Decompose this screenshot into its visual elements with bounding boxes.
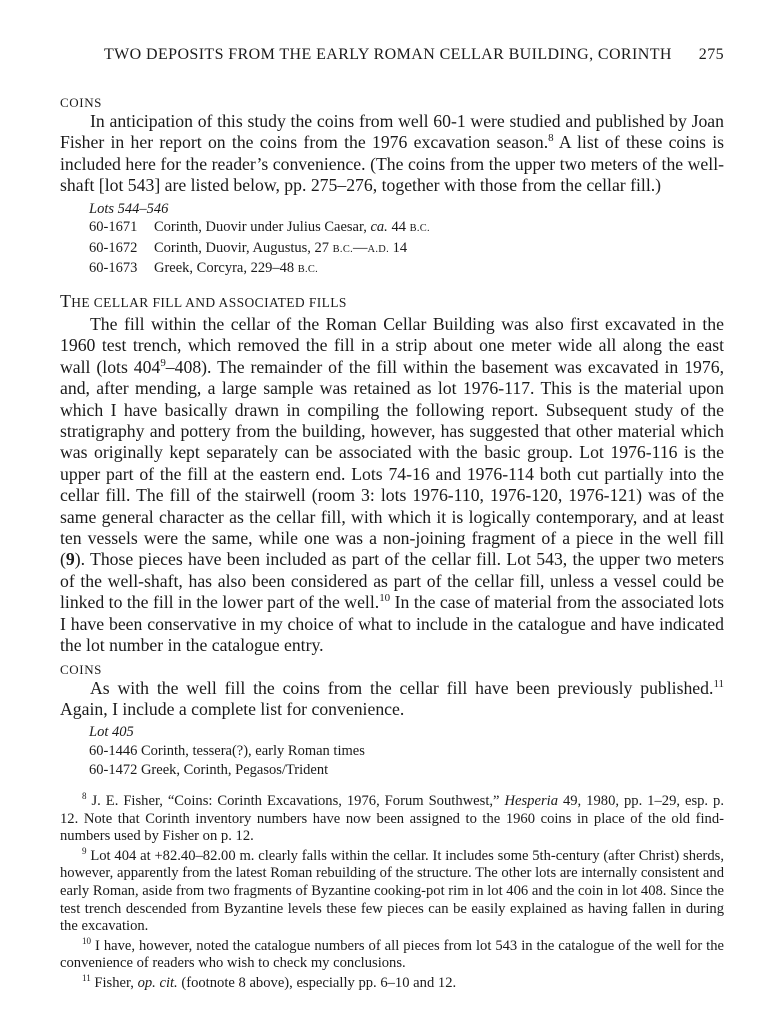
coin-era: A.D. — [367, 243, 390, 255]
footnote-ref-11[interactable]: 11 — [713, 677, 724, 690]
lot-title: Lot 405 — [89, 724, 134, 741]
text-run: A list of these coins is included here for the reader’s convenience. (The coins from the upper two meters of the well-shaft [lot 543] are listed below, pp. 275–276, together with those from the cellar fill.) — [60, 132, 725, 196]
coin-entry: 60-1472 Greek, Corinth, Pegasos/Trident — [89, 761, 329, 778]
coin-era: B.C. — [409, 223, 430, 235]
footnote-9 — [60, 848, 724, 936]
journal-title: Hesperia — [504, 793, 558, 810]
coin-list-well — [89, 200, 724, 280]
text-run: Fisher, — [90, 975, 138, 992]
text-run: In the case of material from the associated lots I have been conservative in my choice of what to include in the catalogue and have indicated the lot number in the catalogue entry. — [60, 592, 724, 656]
footnote-ref-8[interactable]: 8 — [548, 132, 554, 145]
text-run: As with the well fill the coins from the cellar fill have been previously published. — [90, 677, 714, 698]
coin-entry — [89, 218, 724, 239]
text-run: Lot 404 at +82.40–82.00 m. clearly falls within the cellar. It includes some 5th-century (after Christ) sherds, however, apparently from the latest Roman rebuilding of the structure. The other lots are internally consistent and early Roman, aside from two fragments of Byzantine cooking-pot rim in lot 406 and the coin in lot 408. Since the test trench descended from Byzantine levels these few pieces can be easily explained as having fallen in during the excavation. — [60, 847, 724, 935]
coin-date: 44 — [387, 219, 410, 236]
coin-entry: 60-1446 Corinth, tessera(?), early Roman times — [89, 742, 365, 759]
section-heading-cellar-fill — [60, 290, 724, 314]
footnote-ref-9[interactable]: 9 — [160, 356, 166, 369]
text-run: The fill within the cellar of the Roman Cellar Building was also first excavated in the 1960 test trench, which removed the fill in a strip about one meter wide all along the east wall (lots 404 — [60, 314, 724, 377]
catalogue-ref: 9 — [65, 549, 75, 570]
footnote-ref-10[interactable]: 10 — [379, 592, 391, 605]
paragraph-cellar-coins — [60, 678, 724, 721]
paragraph-cellar-fill — [60, 314, 724, 657]
coin-era: B.C. — [297, 264, 319, 276]
coin-entry — [89, 259, 724, 280]
footnote-11 — [60, 975, 724, 993]
coin-desc: Corinth, Duovir under Julius Caesar, — [154, 219, 371, 236]
coin-list-cellar — [89, 723, 724, 779]
coin-entry — [89, 239, 724, 260]
text-run: I have, however, noted the catalogue numbers of all pieces from lot 543 in the catalogue of the well for the convenience of readers who wish to check my conclusions. — [60, 937, 724, 972]
coin-desc: Corinth, Duovir, Augustus, 27 — [154, 239, 333, 256]
lots-title: Lots 544–546 — [89, 200, 169, 217]
footnote-10 — [60, 935, 724, 973]
coin-number: 60-1672 — [89, 239, 138, 256]
running-header — [104, 46, 724, 64]
coin-dash: — — [353, 239, 368, 256]
main-content — [60, 94, 724, 995]
footnote-8 — [60, 793, 724, 846]
coin-date: 14 — [389, 239, 408, 256]
coins-label-well: COINS — [60, 95, 103, 110]
paragraph-well-coins — [60, 111, 724, 197]
footnote-number: 10 — [82, 935, 92, 946]
coins-label-cellar: COINS — [60, 661, 103, 677]
footnote-number: 8 — [82, 791, 87, 802]
running-title: TWO DEPOSITS FROM THE EARLY ROMAN CELLAR BUILDING, CORINTH — [104, 46, 672, 63]
text-run: (footnote 8 above), especially pp. 6–10 and 12. — [177, 975, 457, 992]
text-run: In anticipation of this study the coins from well 60-1 were studied and published by Joan Fisher in her report on the coins from the 1976 excavation season. — [60, 111, 724, 153]
coin-number: 60-1671 — [89, 219, 138, 236]
page-number: 275 — [698, 46, 724, 63]
text-run: 49, 1980, pp. 1–29, esp. p. 12. Note that Corinth inventory numbers have now been assigned to the 1960 coins in place of the old find-numbers used by Fisher on p. 12. — [60, 793, 724, 845]
text-run: ). Those pieces have been included as part of the cellar fill. Lot 543, the upper two meters of the well-shaft, has also been considered as part of the cellar fill, unless a vessel could be linked to the fill in the lower part of the well. — [60, 549, 724, 613]
coin-circa: ca. — [370, 219, 388, 236]
footnote-number: 9 — [82, 846, 87, 857]
heading-initial: T — [60, 291, 72, 311]
coin-desc: Greek, Corcyra, 229–48 — [154, 260, 298, 277]
op-cit: op. cit. — [137, 975, 178, 992]
footnotes — [60, 793, 724, 993]
footnote-number: 11 — [82, 973, 91, 984]
text-run: –408). The remainder of the fill within the basement was excavated in 1976, and, after mending, a large sample was retained as lot 1976-117. This is the material upon which I have basically drawn in compiling the following report. Subsequent study of the stratigraphy and pottery from the building, however, has suggested that other material which was originally kept separately can be associated with the basic group. Lot 1976-116 is the upper part of the fill at the eastern end. Lots 74-16 and 1976-114 both cut partially into the cellar fill. The fill of the stairwell (room 3: lots 1976-110, 1976-120, 1976-121) was of the same general character as the cellar fill, with which it is logically contemporary, and at least ten vessels were the same, while one was a non-joining fragment of a piece in the well fill ( — [60, 356, 724, 570]
coin-number: 60-1673 — [89, 260, 138, 277]
heading-rest: HE CELLAR FILL AND ASSOCIATED FILLS — [71, 295, 347, 310]
coin-era: B.C. — [332, 243, 354, 255]
text-run: J. E. Fisher, “Coins: Corinth Excavations, 1976, Forum Southwest,” — [86, 793, 505, 810]
text-run: Again, I include a complete list for convenience. — [60, 698, 405, 719]
